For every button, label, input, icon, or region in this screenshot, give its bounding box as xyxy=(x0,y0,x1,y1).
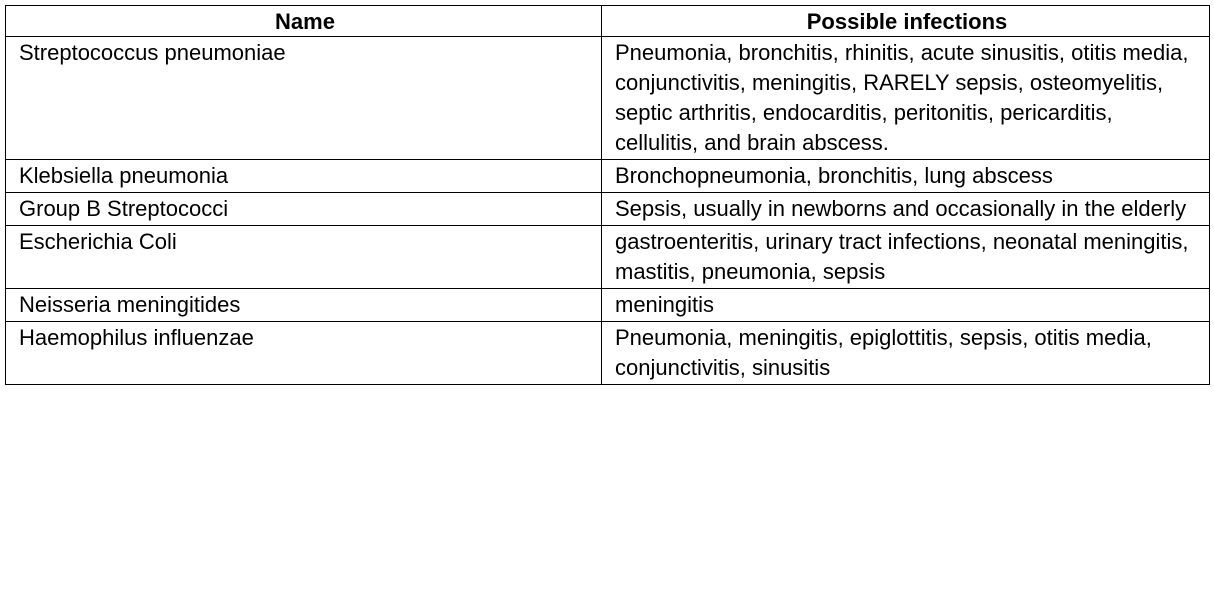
table-row xyxy=(6,322,1210,385)
row-name-cell: Streptococcus pneumoniae xyxy=(6,37,602,160)
row-name-cell: Escherichia Coli xyxy=(6,226,602,289)
row-infections-cell: Sepsis, usually in newborns and occasionally in the elderly xyxy=(602,193,1210,226)
infections-table-container xyxy=(5,5,1210,385)
infections-table xyxy=(5,5,1210,385)
header-name: Name xyxy=(6,6,602,37)
row-infections-cell: meningitis xyxy=(602,289,1210,322)
row-infections-cell: Pneumonia, meningitis, epiglottitis, sepsis, otitis media, conjunctivitis, sinusitis xyxy=(602,322,1210,385)
row-infections-cell: Pneumonia, bronchitis, rhinitis, acute sinusitis, otitis media, conjunctivitis, meningitis, RARELY sepsis, osteomyelitis, septic arthritis, endocarditis, peritonitis, pericarditis, cellulitis, and brain abscess. xyxy=(602,37,1210,160)
row-name-cell: Neisseria meningitides xyxy=(6,289,602,322)
table-row xyxy=(6,289,1210,322)
row-name-cell: Klebsiella pneumonia xyxy=(6,160,602,193)
row-infections-cell: Bronchopneumonia, bronchitis, lung abscess xyxy=(602,160,1210,193)
table-row xyxy=(6,160,1210,193)
row-name-cell: Haemophilus influenzae xyxy=(6,322,602,385)
table-row xyxy=(6,193,1210,226)
table-header-row xyxy=(6,6,1210,37)
row-infections-cell: gastroenteritis, urinary tract infections, neonatal meningitis, mastitis, pneumonia, sepsis xyxy=(602,226,1210,289)
header-possible-infections: Possible infections xyxy=(602,6,1210,37)
table-row xyxy=(6,226,1210,289)
row-name-cell: Group B Streptococci xyxy=(6,193,602,226)
table-row xyxy=(6,37,1210,160)
